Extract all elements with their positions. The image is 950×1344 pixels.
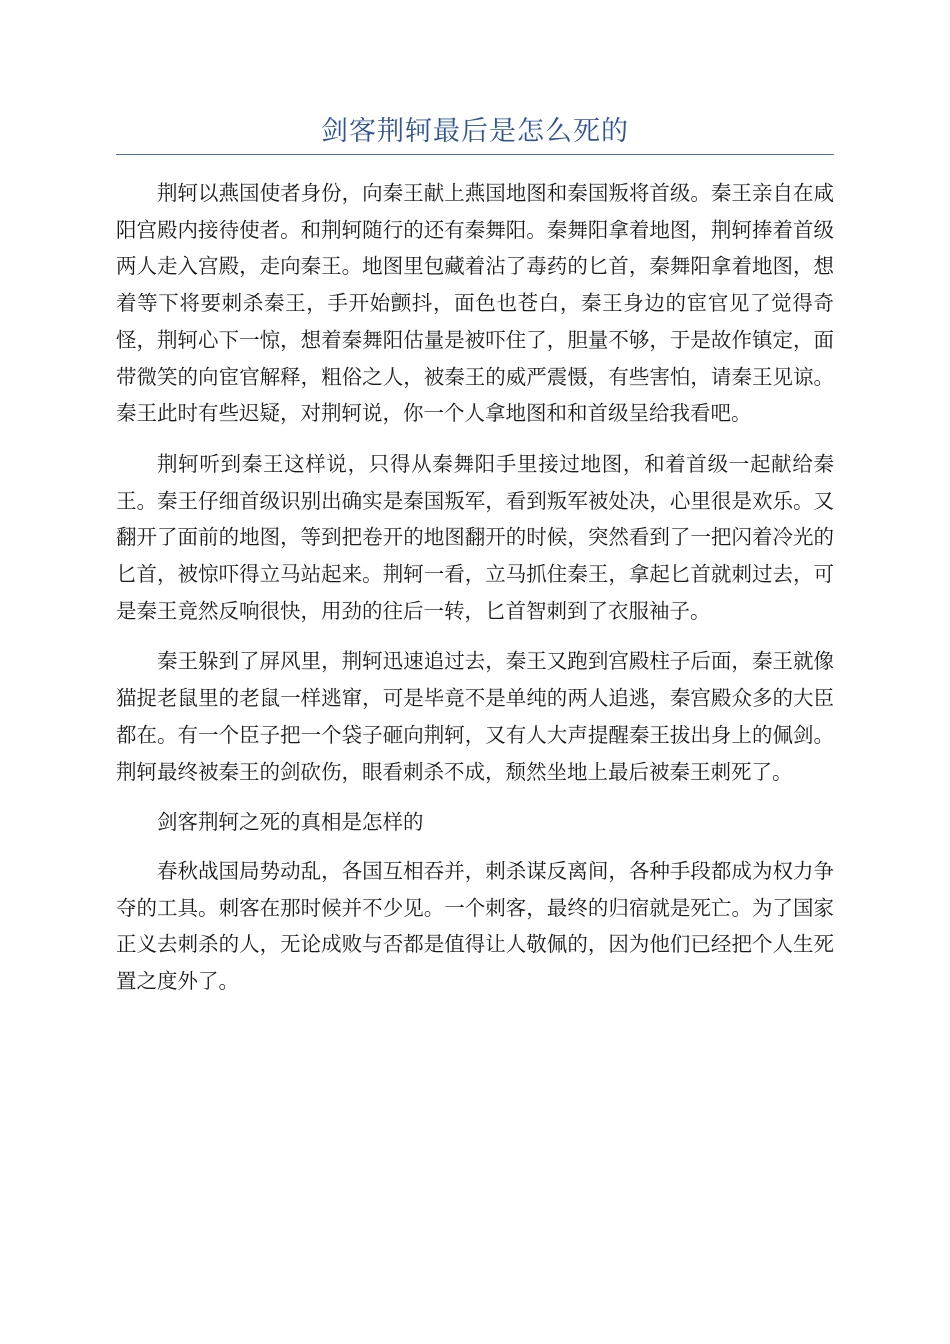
- section-heading: 剑客荆轲之死的真相是怎样的: [157, 810, 424, 835]
- paragraph-1: 荆轲以燕国使者身份，向秦王献上燕国地图和秦国叛将首级。秦王亲自在咸阳宫殿内接待使者。和荆轲随行的还有秦舞阳。秦舞阳拿着地图，荆轲捧着首级两人走入宫殿，走向秦王。地图里包藏着沾了毒药的匕首，秦舞阳拿着地图，想着等下将要刺杀秦王，手开始颤抖，面色也苍白，秦王身边的宦官见了觉得奇怪，荆轲心下一惊，想着秦舞阳估量是被吓住了，胆量不够，于是故作镇定，面带微笑的向宦官解释，粗俗之人，被秦王的威严震慑，有些害怕，请秦王见谅。秦王此时有些迟疑，对荆轲说，你一个人拿地图和和首级呈给我看吧。: [116, 181, 834, 426]
- document-page: [116, 112, 834, 1014]
- paragraph-3: 秦王躲到了屏风里，荆轲迅速追过去，秦王又跑到宫殿柱子后面，秦王就像猫捉老鼠里的老鼠一样逃窜，可是毕竟不是单纯的两人追逃，秦宫殿众多的大臣都在。有一个臣子把一个袋子砸向荆轲，又有人大声提醒秦王拔出身上的佩剑。荆轲最终被秦王的剑砍伤，眼看刺杀不成，颓然坐地上最后被秦王刺死了。: [116, 649, 834, 784]
- paragraph-2: 荆轲听到秦王这样说，只得从秦舞阳手里接过地图，和着首级一起献给秦王。秦王仔细首级识别出确实是秦国叛军，看到叛军被处决，心里很是欢乐。又翻开了面前的地图，等到把卷开的地图翻开的时候，突然看到了一把闪着冷光的匕首，被惊吓得立马站起来。荆轲一看，立马抓住秦王，拿起匕首就刺过去，可是秦王竟然反响很快，用劲的往后一转，匕首智刺到了衣服袖子。: [116, 451, 834, 623]
- paragraph-4: 春秋战国局势动乱，各国互相吞并，刺杀谋反离间，各种手段都成为权力争夺的工具。刺客在那时候并不少见。一个刺客，最终的归宿就是死亡。为了国家正义去刺杀的人，无论成败与否都是值得让人敬佩的，因为他们已经把个人生死置之度外了。: [116, 858, 834, 994]
- title-underline: [116, 154, 834, 155]
- page-title: 剑客荆轲最后是怎么死的: [321, 116, 629, 147]
